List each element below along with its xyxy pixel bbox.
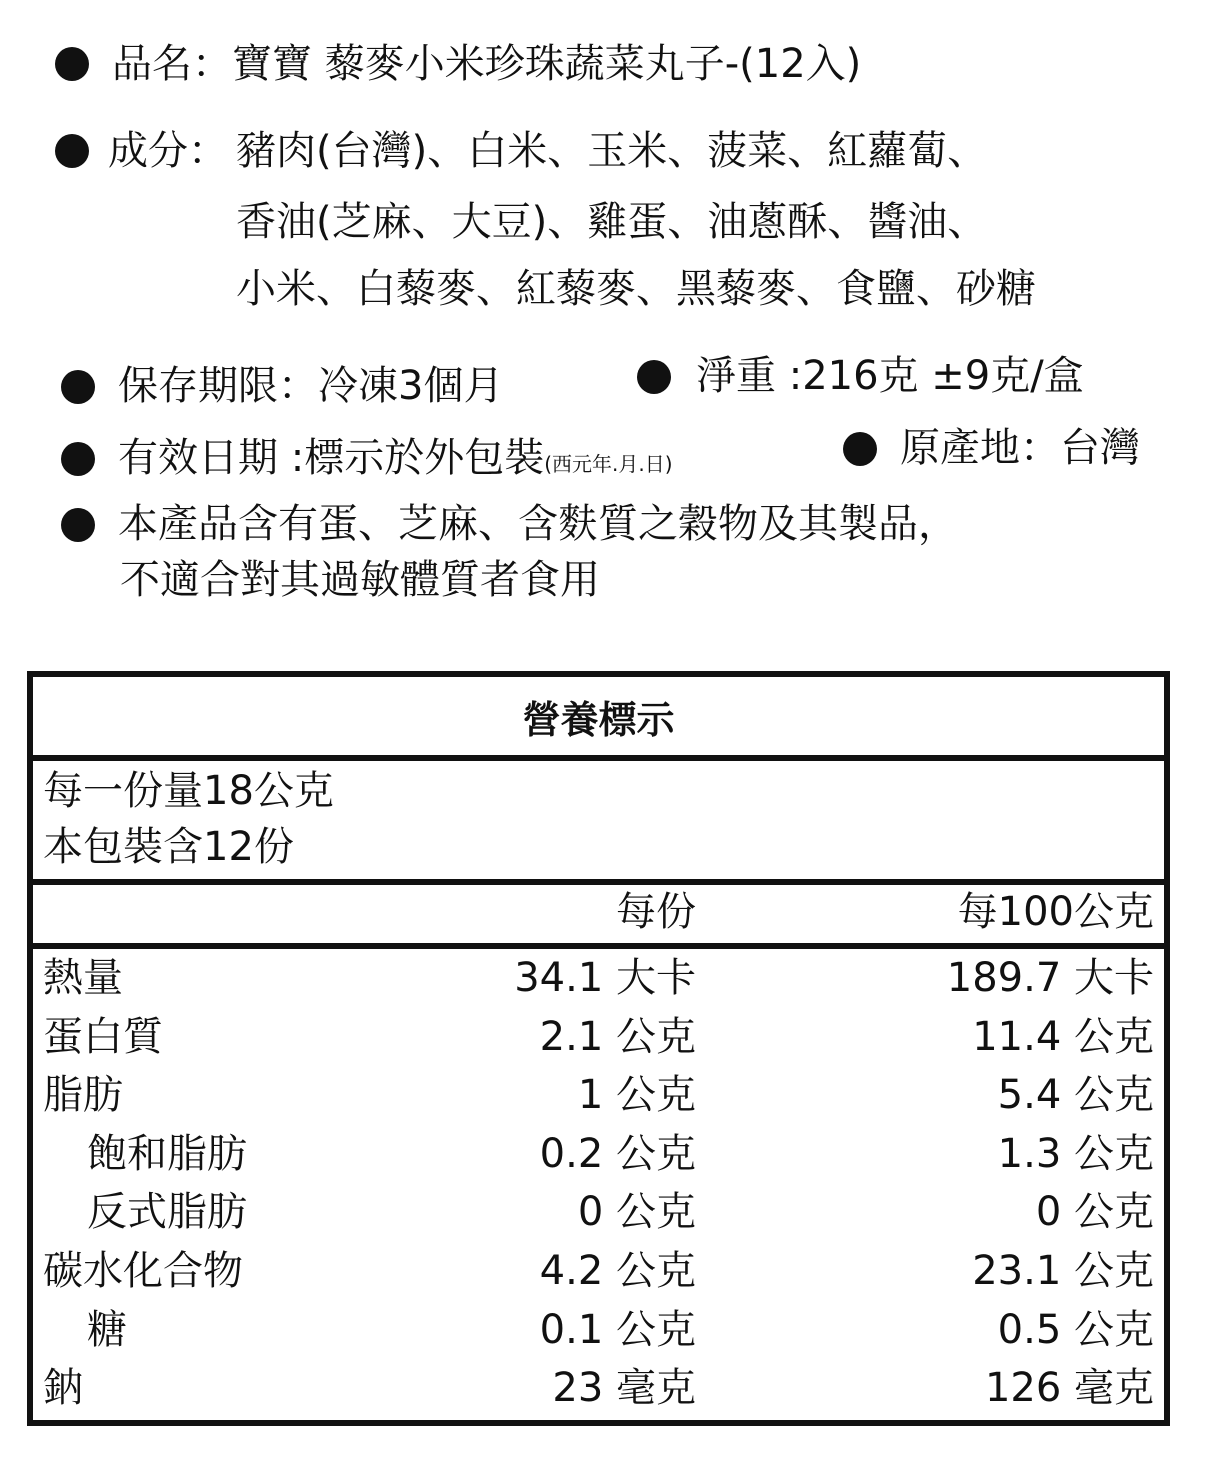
bullet-icon (637, 360, 671, 394)
nutrient-per-serving: 0.2 公克 (539, 1130, 696, 1177)
nutrient-name: 飽和脂肪 (87, 1130, 247, 1177)
nutrient-name: 蛋白質 (43, 1013, 163, 1060)
serving-size: 每一份量18公克 (43, 768, 334, 814)
nutrient-name: 鈉 (43, 1365, 83, 1412)
bullet-icon (61, 442, 95, 476)
bullet-icon (843, 432, 877, 466)
nutrition-row (33, 1242, 1164, 1301)
nutrition-row (33, 1008, 1164, 1067)
bullet-icon (61, 370, 95, 404)
column-header-row (33, 885, 1164, 949)
ingredients-line-3: 小米、白藜麥、紅藜麥、黑藜麥、食鹽、砂糖 (236, 266, 1036, 312)
nutrient-per-100g: 189.7 大卡 (946, 955, 1154, 1001)
nutrient-per-100g: 5.4 公克 (997, 1072, 1154, 1119)
ingredients-line-1: 豬肉(台灣)、白米、玉米、菠菜、紅蘿蔔、 (236, 128, 988, 174)
expiry-format-note: (西元年.月.日) (544, 452, 673, 476)
nutrient-per-serving: 0 公克 (577, 1189, 696, 1236)
column-header-per-100g: 每100公克 (957, 889, 1154, 935)
origin: 原產地：台灣 (900, 425, 1140, 471)
product-name: 品名：寶寶 藜麥小米珍珠蔬菜丸子-(12入) (112, 41, 862, 87)
nutrition-row (33, 1359, 1164, 1418)
nutrient-per-serving: 34.1 大卡 (514, 955, 696, 1001)
nutrition-row (33, 1301, 1164, 1360)
servings-per-pack: 本包裝含12份 (43, 824, 294, 870)
net-weight: 淨重 :216克 ±9克/盒 (696, 353, 1084, 399)
ingredients-line-2: 香油(芝麻、大豆)、雞蛋、油蔥酥、醬油、 (236, 199, 988, 245)
nutrient-name: 糖 (87, 1306, 127, 1353)
nutrition-title: 營養標示 (33, 677, 1164, 761)
nutrition-table (27, 671, 1170, 1426)
nutrient-per-serving: 4.2 公克 (539, 1247, 696, 1294)
allergen-line-2: 不適合對其過敏體質者食用 (120, 557, 600, 603)
column-header-per-serving: 每份 (616, 889, 696, 935)
expiry-date (118, 434, 673, 488)
nutrient-per-100g: 11.4 公克 (972, 1013, 1154, 1060)
nutrient-name: 熱量 (43, 955, 123, 1001)
shelf-life: 保存期限：冷凍3個月 (118, 363, 504, 409)
nutrition-row (33, 1125, 1164, 1184)
nutrient-per-100g: 126 毫克 (984, 1365, 1154, 1412)
nutrient-per-serving: 1 公克 (577, 1072, 696, 1119)
nutrient-per-100g: 0.5 公克 (997, 1306, 1154, 1353)
bullet-icon (61, 508, 95, 542)
nutrition-row (33, 1066, 1164, 1125)
nutrient-per-serving: 2.1 公克 (539, 1013, 696, 1060)
ingredients-label: 成分： (108, 128, 228, 174)
bullet-icon (55, 134, 89, 168)
nutrition-rows (33, 949, 1164, 1418)
serving-info (33, 761, 1164, 885)
nutrient-name: 碳水化合物 (43, 1247, 243, 1294)
nutrient-per-100g: 1.3 公克 (997, 1130, 1154, 1177)
nutrient-name: 脂肪 (43, 1072, 123, 1119)
nutrient-name: 反式脂肪 (87, 1189, 247, 1236)
allergen-line-1: 本產品含有蛋、芝麻、含麩質之穀物及其製品， (118, 501, 958, 547)
nutrient-per-serving: 23 毫克 (552, 1365, 696, 1412)
nutrition-row (33, 1183, 1164, 1242)
nutrition-row (33, 949, 1164, 1008)
nutrient-per-serving: 0.1 公克 (539, 1306, 696, 1353)
expiry-main: 有效日期 :標示於外包裝 (118, 435, 545, 481)
nutrient-per-100g: 0 公克 (1035, 1189, 1154, 1236)
bullet-icon (55, 47, 89, 81)
nutrient-per-100g: 23.1 公克 (972, 1247, 1154, 1294)
